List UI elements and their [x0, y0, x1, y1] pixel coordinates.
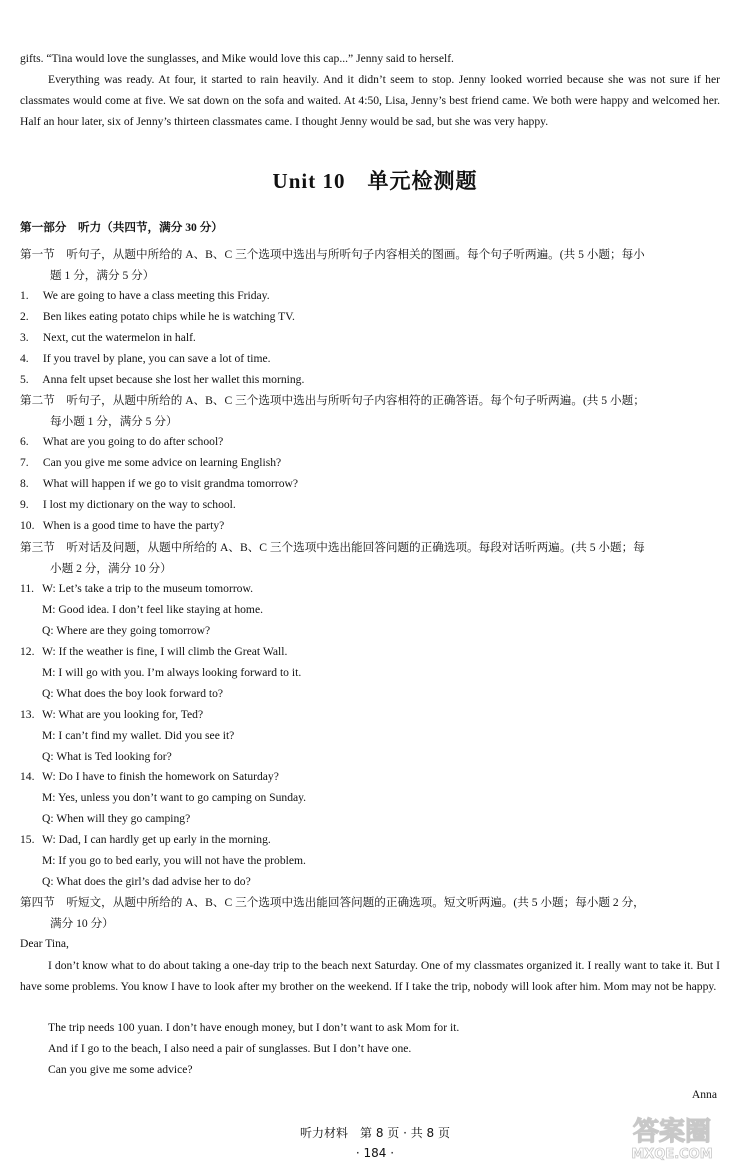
- list-item: [20, 453, 281, 474]
- item-number: 4.: [20, 352, 29, 365]
- item-text: What are you going to do after school?: [42, 435, 224, 448]
- letter-signature: Anna: [691, 1088, 717, 1101]
- dialog-line-m: M: I can’t find my wallet. Did you see it?: [42, 729, 235, 742]
- dialog-line-w: W: Let’s take a trip to the museum tomorrow.: [42, 582, 253, 595]
- section-2-cont: 每小题 1 分，满分 5 分）: [50, 414, 178, 428]
- item-number: 10.: [20, 519, 35, 532]
- item-text: Can you give me some advice on learning English?: [42, 456, 282, 469]
- list-item: [20, 432, 223, 453]
- watermark-text: 答案圈: [632, 1117, 712, 1147]
- dialog-question: Q: What is Ted looking for?: [42, 750, 172, 763]
- dialog-question: Q: When will they go camping?: [42, 812, 191, 825]
- list-item: [20, 349, 271, 370]
- section-4-cont: 满分 10 分）: [50, 916, 114, 930]
- letter-paragraph-3: And if I go to the beach, I also need a pair of sunglasses. But I don’t have one.: [48, 1042, 412, 1055]
- section-4-head: 第四节 听短文，从题中所给的 A、B、C 三个选项中选出能回答问题的正确选项。短文听两遍。(共 5 小题；每小题 2 分，: [20, 896, 645, 909]
- item-text: I lost my dictionary on the way to school.: [42, 498, 236, 511]
- letter-paragraph-2: The trip needs 100 yuan. I don’t have enough money, but I don’t want to ask Mom for it.: [48, 1021, 460, 1034]
- section-4-instructions: [20, 893, 722, 935]
- dialog-line-m: M: If you go to bed early, you will not have the problem.: [42, 854, 306, 867]
- item-text: Next, cut the watermelon in half.: [42, 331, 196, 344]
- letter-greeting: Dear Tina,: [20, 937, 69, 950]
- item-number: 1.: [20, 289, 29, 302]
- list-item: [20, 370, 304, 391]
- dialog-line-w: W: What are you looking for, Ted?: [42, 708, 204, 721]
- list-item: [20, 307, 295, 328]
- intro-paragraph-1: gifts. “Tina would love the sunglasses, and Mike would love this cap...” Jenny said to herself.: [20, 52, 454, 65]
- item-text: We are going to have a class meeting this Friday.: [42, 289, 270, 302]
- page-number: · 184 ·: [355, 1146, 395, 1160]
- item-text: Ben likes eating potato chips while he is watching TV.: [42, 310, 295, 323]
- part-heading: 第一部分 听力（共四节，满分 30 分）: [20, 221, 223, 234]
- section-3-instructions: [20, 538, 722, 580]
- watermark-logo: [602, 1112, 742, 1162]
- dialog-number: 14.: [20, 770, 35, 783]
- section-2-instructions: [20, 391, 722, 433]
- dialog-number: 13.: [20, 708, 35, 721]
- dialog-line-w: W: Do I have to finish the homework on Saturday?: [42, 770, 279, 783]
- dialog-question: Q: What does the girl’s dad advise her to do?: [42, 875, 251, 888]
- intro-paragraph-2: Everything was ready. At four, it started to rain heavily. And it didn’t seem to stop. Jenny looked worried because she was not sure if her classmates would come at five. We sat down on the sofa and waited. At 4:50, Lisa, Jenny’s best friend came. We both were happy and welcomed her. Half an hour later, six of Jenny’s thirteen classmates came. I thought Jenny would be sad, but she was very happy.: [20, 73, 720, 128]
- dialog-line-m: M: Good idea. I don’t feel like staying at home.: [42, 603, 263, 616]
- item-number: 7.: [20, 456, 29, 469]
- item-number: 9.: [20, 498, 29, 511]
- unit-title: Unit 10 单元检测题: [272, 169, 478, 193]
- watermark-sub: MXQE.COM: [631, 1147, 713, 1162]
- dialog-question: Q: What does the boy look forward to?: [42, 687, 224, 700]
- item-number: 6.: [20, 435, 29, 448]
- dialog-number: 11.: [20, 582, 35, 595]
- item-number: 2.: [20, 310, 29, 323]
- item-text: When is a good time to have the party?: [42, 519, 225, 532]
- dialog-question: Q: Where are they going tomorrow?: [42, 624, 211, 637]
- section-1-head: 第一节 听句子，从题中所给的 A、B、C 三个选项中选出与所听句子内容相关的图画。每个句子听两遍。(共 5 小题；每小: [20, 248, 645, 261]
- item-number: 8.: [20, 477, 29, 490]
- dialog-line-m: M: Yes, unless you don’t want to go camping on Sunday.: [42, 791, 307, 804]
- dialog-line-w: W: Dad, I can hardly get up early in the morning.: [42, 833, 271, 846]
- section-1-cont: 题 1 分，满分 5 分）: [50, 268, 155, 282]
- item-text: If you travel by plane, you can save a lot of time.: [42, 352, 271, 365]
- footer-label: 听力材料 第 8 页 · 共 8 页: [300, 1126, 450, 1140]
- dialog-line-w: W: If the weather is fine, I will climb the Great Wall.: [42, 645, 288, 658]
- item-number: 5.: [20, 373, 29, 386]
- dialog-number: 12.: [20, 645, 35, 658]
- item-number: 3.: [20, 331, 29, 344]
- section-3-cont: 小题 2 分，满分 10 分）: [50, 561, 172, 575]
- list-item: [20, 474, 298, 495]
- letter-paragraph-1: I don’t know what to do about taking a one-day trip to the beach next Saturday. One of my classmates organized it. I really want to take it. But I have some problems. You know I have to look after my brother on the weekend. If I take the trip, nobody will look after him. Mom may not be happy.: [20, 959, 720, 993]
- dialog-line-m: M: I will go with you. I’m always looking forward to it.: [42, 666, 302, 679]
- item-text: What will happen if we go to visit grandma tomorrow?: [42, 477, 299, 490]
- list-item: [20, 495, 236, 516]
- letter-paragraph-4: Can you give me some advice?: [48, 1063, 193, 1076]
- section-3-head: 第三节 听对话及问题，从题中所给的 A、B、C 三个选项中选出能回答问题的正确选项。每段对话听两遍。(共 5 小题；每: [20, 541, 645, 554]
- section-2-head: 第二节 听句子，从题中所给的 A、B、C 三个选项中选出与所听句子内容相符的正确答语。每个句子听两遍。(共 5 小题；: [20, 394, 645, 407]
- list-item: [20, 286, 270, 307]
- section-1-instructions: [20, 245, 722, 287]
- dialog-number: 15.: [20, 833, 35, 846]
- list-item: [20, 328, 196, 349]
- list-item: [20, 516, 224, 537]
- item-text: Anna felt upset because she lost her wallet this morning.: [42, 373, 305, 386]
